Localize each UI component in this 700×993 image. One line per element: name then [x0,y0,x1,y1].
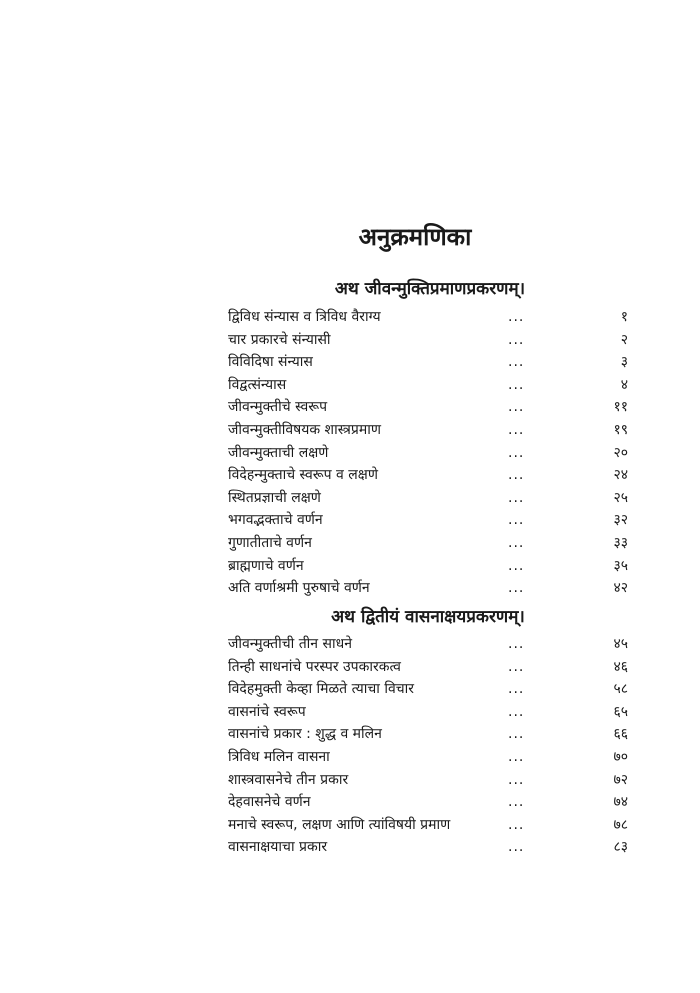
toc-entry-page: ६५ [613,703,628,720]
toc-entry-leader: ... [508,726,525,743]
toc-entry [228,701,628,724]
toc-entry-title: विविदिषा संन्यास [228,354,313,371]
toc-entry-leader: ... [508,512,525,529]
toc-entry [228,419,628,442]
toc-entry-title: विद्वत्संन्यास [228,376,287,393]
toc-entry [228,487,628,510]
toc-entry [228,723,628,746]
toc-entry-page: ८३ [613,839,628,856]
toc-entry-title: अति वर्णाश्रमी पुरुषाचे वर्णन [228,580,370,597]
toc-entry-page: २४ [613,467,628,484]
toc-entry-title: तिन्ही साधनांचे परस्पर उपकारकत्व [228,658,401,675]
toc-entry-title: गुणातीताचे वर्णन [228,534,312,551]
toc-entry-title: जीवन्मुक्तीची तीन साधने [228,636,352,652]
toc-entry-page: ४६ [613,658,628,675]
toc-entry [228,464,628,487]
toc-entry-title: देहवासनेचे वर्णन [228,794,311,811]
toc-entry-page: ७८ [613,816,628,833]
toc-entry-page: ३५ [613,557,628,574]
toc-entry-title: द्विविध संन्यास व त्रिविध वैराग्य [228,309,381,325]
toc-entry-title: विदेहन्मुक्ताचे स्वरूप व लक्षणे [228,467,378,484]
toc-list [228,306,628,600]
toc-entry-leader: ... [508,421,525,438]
toc-entry-leader: ... [508,771,525,788]
toc-entry [228,532,628,555]
toc-entry [228,396,628,419]
toc-entry-leader: ... [508,376,525,393]
toc-entry [228,351,628,374]
toc-entry-leader: ... [508,636,525,652]
toc-entry-title: जीवन्मुक्ताची लक्षणे [228,444,329,461]
toc-entry-page: ४५ [613,636,628,652]
toc-entry-title: भगवद्भक्ताचे वर्णन [228,512,323,529]
toc-entry-title: मनाचे स्वरूप, लक्षण आणि त्यांविषयी प्रमाण [228,816,451,833]
toc-entry-title: वासनाक्षयाचा प्रकार [228,839,328,856]
toc-entry-page: २५ [613,489,628,506]
toc-entry-leader: ... [508,794,525,811]
toc-entry [228,374,628,397]
toc-entry-title: जीवन्मुक्तीविषयक शास्त्रप्रमाण [228,421,381,438]
toc-entry-leader: ... [508,489,525,506]
toc-entry [228,656,628,679]
toc-entry-leader: ... [508,331,525,348]
toc-entry-title: वासनांचे स्वरूप [228,703,306,720]
toc-entry [228,329,628,352]
toc-entry-leader: ... [508,839,525,856]
toc-entry-page: ७२ [613,771,628,788]
toc-entry-leader: ... [508,580,525,597]
toc-entry [228,814,628,837]
toc-entry [228,678,628,701]
toc-entry-leader: ... [508,444,525,461]
toc-entry-leader: ... [508,658,525,675]
toc-entry-page: ४ [620,376,628,393]
toc-entry-page: ११ [613,399,628,416]
toc-entry-title: त्रिविध मलिन वासना [228,748,330,765]
toc-entry-page: ३३ [613,534,628,551]
toc-entry-title: वासनांचे प्रकार : शुद्ध व मलिन [228,726,382,743]
toc-entry [228,746,628,769]
toc-entry-page: १ [620,309,628,325]
toc-entry-page: ३२ [613,512,628,529]
toc-entry [228,791,628,814]
toc-entry-leader: ... [508,557,525,574]
toc-entry-leader: ... [508,703,525,720]
toc-entry [228,442,628,465]
toc-entry-leader: ... [508,399,525,416]
page-title: अनुक्रमणिका [358,223,472,251]
toc-entry [228,555,628,578]
toc-entry-leader: ... [508,534,525,551]
toc-entry-title: शास्त्रवासनेचे तीन प्रकार [228,771,349,788]
toc-entry [228,509,628,532]
toc-entry-leader: ... [508,748,525,765]
toc-entry-title: ब्राह्मणाचे वर्णन [228,557,304,574]
toc-entry-leader: ... [508,681,525,698]
toc-entry-page: २ [620,331,628,348]
toc-entry [228,306,628,329]
section-heading: अथ जीवन्मुक्तिप्रमाणप्रकरणम्। [334,279,526,299]
toc-entry-title: विदेहमुक्ती केव्हा मिळते त्याचा विचार [228,681,415,698]
toc-entry-page: ३ [620,354,628,371]
toc-entry-title: चार प्रकारचे संन्यासी [228,331,331,348]
toc-entry-leader: ... [508,354,525,371]
toc-entry-leader: ... [508,309,525,325]
toc-entry-page: ५८ [613,681,628,698]
toc-entry [228,769,628,792]
toc-entry-page: २० [613,444,628,461]
toc-entry [228,633,628,656]
toc-entry [228,577,628,600]
toc-entry-page: ७० [613,748,628,765]
toc-list [228,633,628,859]
toc-entry-page: ६६ [613,726,628,743]
toc-entry-page: ७४ [613,794,628,811]
section-heading: अथ द्वितीयं वासनाक्षयप्रकरणम्। [331,607,525,627]
toc-entry-page: १९ [613,421,628,438]
toc-entry-title: जीवन्मुक्तीचे स्वरूप [228,399,328,416]
toc-entry [228,836,628,859]
toc-entry-leader: ... [508,467,525,484]
toc-entry-leader: ... [508,816,525,833]
toc-entry-title: स्थितप्रज्ञाची लक्षणे [228,489,321,506]
toc-entry-page: ४२ [613,580,628,597]
